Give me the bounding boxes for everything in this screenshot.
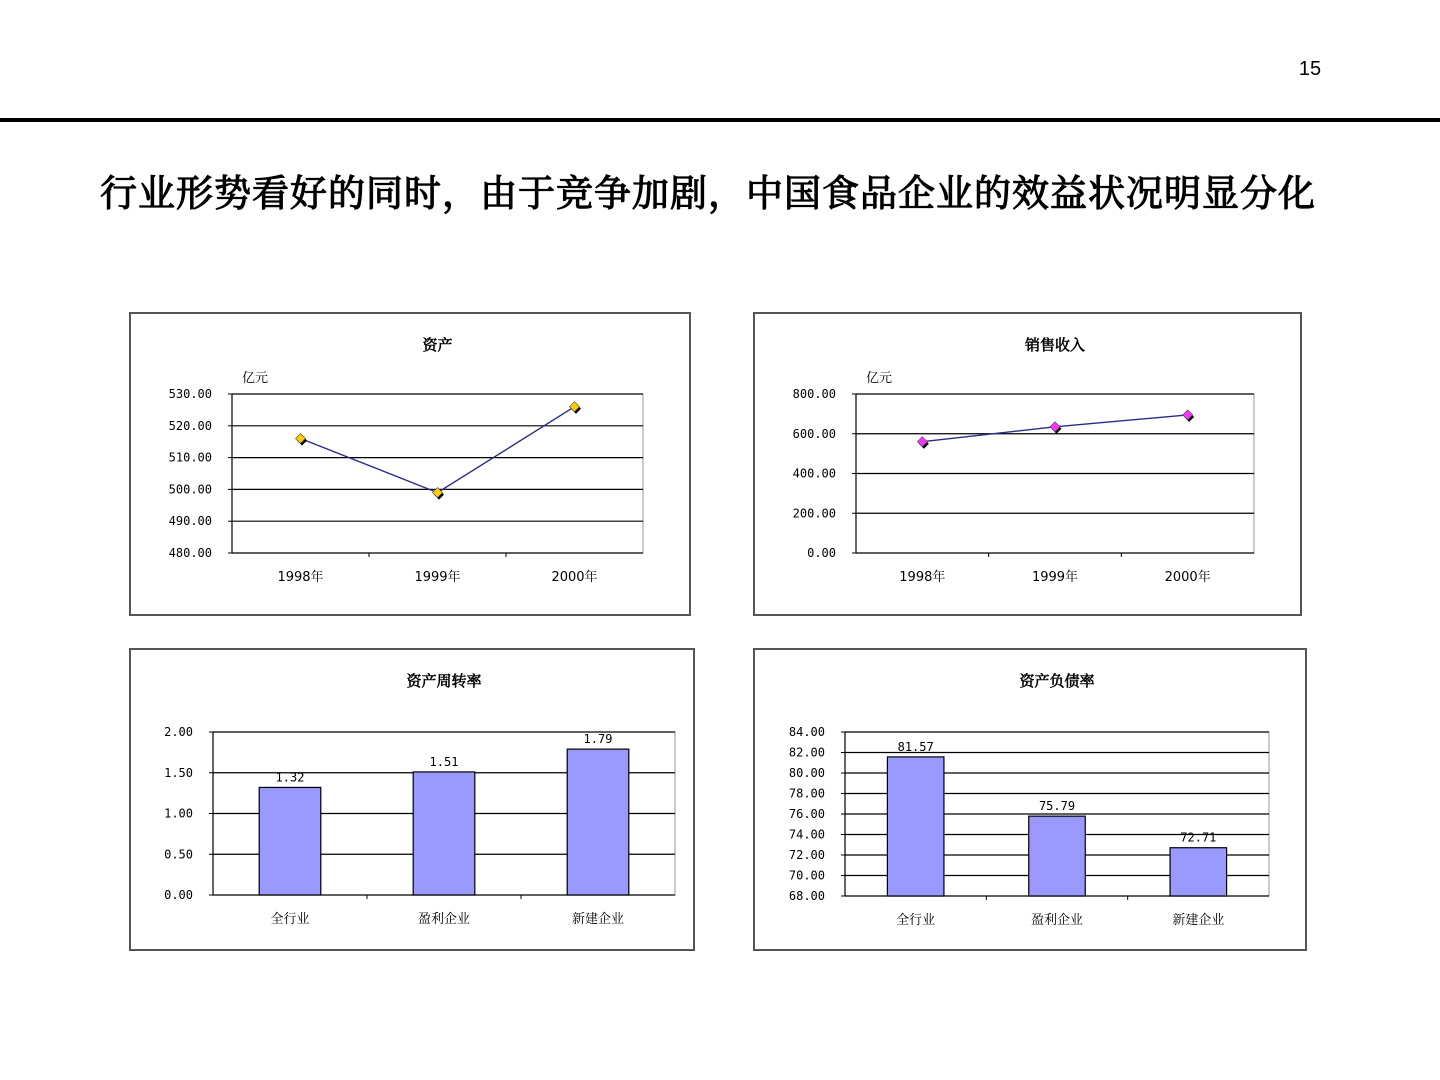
data-label: 81.57 (897, 739, 934, 754)
y-tick-label: 78.00 (788, 786, 825, 801)
y-unit-label: 亿元 (242, 371, 269, 386)
y-tick-label: 2.00 (164, 725, 193, 739)
y-tick-label: 500.00 (168, 482, 212, 497)
chart-assets (131, 314, 693, 618)
y-tick-label: 800.00 (792, 387, 836, 401)
x-category-label: 新建企业 (571, 912, 625, 927)
y-tick-label: 480.00 (168, 546, 212, 560)
bar (1029, 816, 1086, 896)
bar (259, 787, 321, 895)
bar (1170, 848, 1227, 896)
header-rule (0, 118, 1440, 122)
y-tick-label: 0.50 (164, 847, 193, 862)
x-category-label: 新建企业 (1172, 913, 1225, 928)
chart-panel-sales (753, 312, 1302, 616)
slide-title: 行业形势看好的同时，由于竞争加剧，中国食品企业的效益状况明显分化 (100, 172, 1316, 215)
chart-panel-asset-turnover (129, 648, 695, 951)
data-label: 1.79 (583, 732, 613, 747)
x-category-label: 盈利企业 (1030, 913, 1084, 928)
x-category-label: 1998年 (277, 570, 324, 585)
data-label: 72.71 (1180, 830, 1217, 845)
bar (413, 772, 475, 895)
y-unit-label: 亿元 (866, 371, 893, 386)
chart-asset-turnover (131, 650, 697, 953)
data-label: 1.51 (429, 754, 459, 769)
y-tick-label: 600.00 (792, 426, 836, 441)
y-tick-label: 520.00 (168, 418, 212, 433)
y-tick-label: 400.00 (792, 466, 836, 481)
chart-title: 资产负债率 (1019, 672, 1095, 690)
y-tick-label: 80.00 (788, 766, 825, 780)
chart-title: 销售收入 (1024, 336, 1086, 354)
x-category-label: 2000年 (1164, 570, 1211, 585)
chart-title: 资产 (422, 336, 453, 354)
bar (887, 757, 944, 896)
x-category-label: 1998年 (899, 570, 946, 585)
y-tick-label: 0.00 (807, 546, 836, 560)
x-category-label: 盈利企业 (417, 912, 471, 927)
x-category-label: 全行业 (896, 913, 936, 928)
chart-debt-ratio (755, 650, 1309, 953)
bar (567, 749, 629, 895)
page-number: 15 (1298, 58, 1322, 80)
x-category-label: 全行业 (270, 912, 310, 927)
y-tick-label: 510.00 (168, 450, 212, 465)
chart-title: 资产周转率 (406, 672, 482, 690)
y-tick-label: 84.00 (788, 725, 825, 739)
y-tick-label: 490.00 (168, 514, 212, 529)
y-tick-label: 1.00 (164, 806, 193, 821)
y-tick-label: 200.00 (792, 506, 836, 521)
chart-panel-debt-ratio (753, 648, 1307, 951)
y-tick-label: 0.00 (164, 888, 193, 902)
y-tick-label: 68.00 (788, 889, 825, 903)
y-tick-label: 530.00 (168, 387, 212, 401)
x-category-label: 1999年 (1031, 570, 1079, 585)
x-category-label: 2000年 (551, 570, 598, 585)
y-tick-label: 1.50 (164, 765, 193, 780)
y-tick-label: 82.00 (788, 745, 825, 760)
y-tick-label: 70.00 (788, 868, 825, 883)
data-label: 75.79 (1038, 799, 1076, 814)
plot-area (232, 394, 643, 553)
data-label: 1.32 (275, 770, 305, 785)
series-line (301, 407, 575, 493)
y-tick-label: 74.00 (788, 827, 825, 842)
chart-panel-assets (129, 312, 691, 616)
y-tick-label: 76.00 (788, 807, 825, 821)
y-tick-label: 72.00 (788, 848, 825, 862)
chart-sales (755, 314, 1304, 618)
x-category-label: 1999年 (414, 570, 461, 585)
